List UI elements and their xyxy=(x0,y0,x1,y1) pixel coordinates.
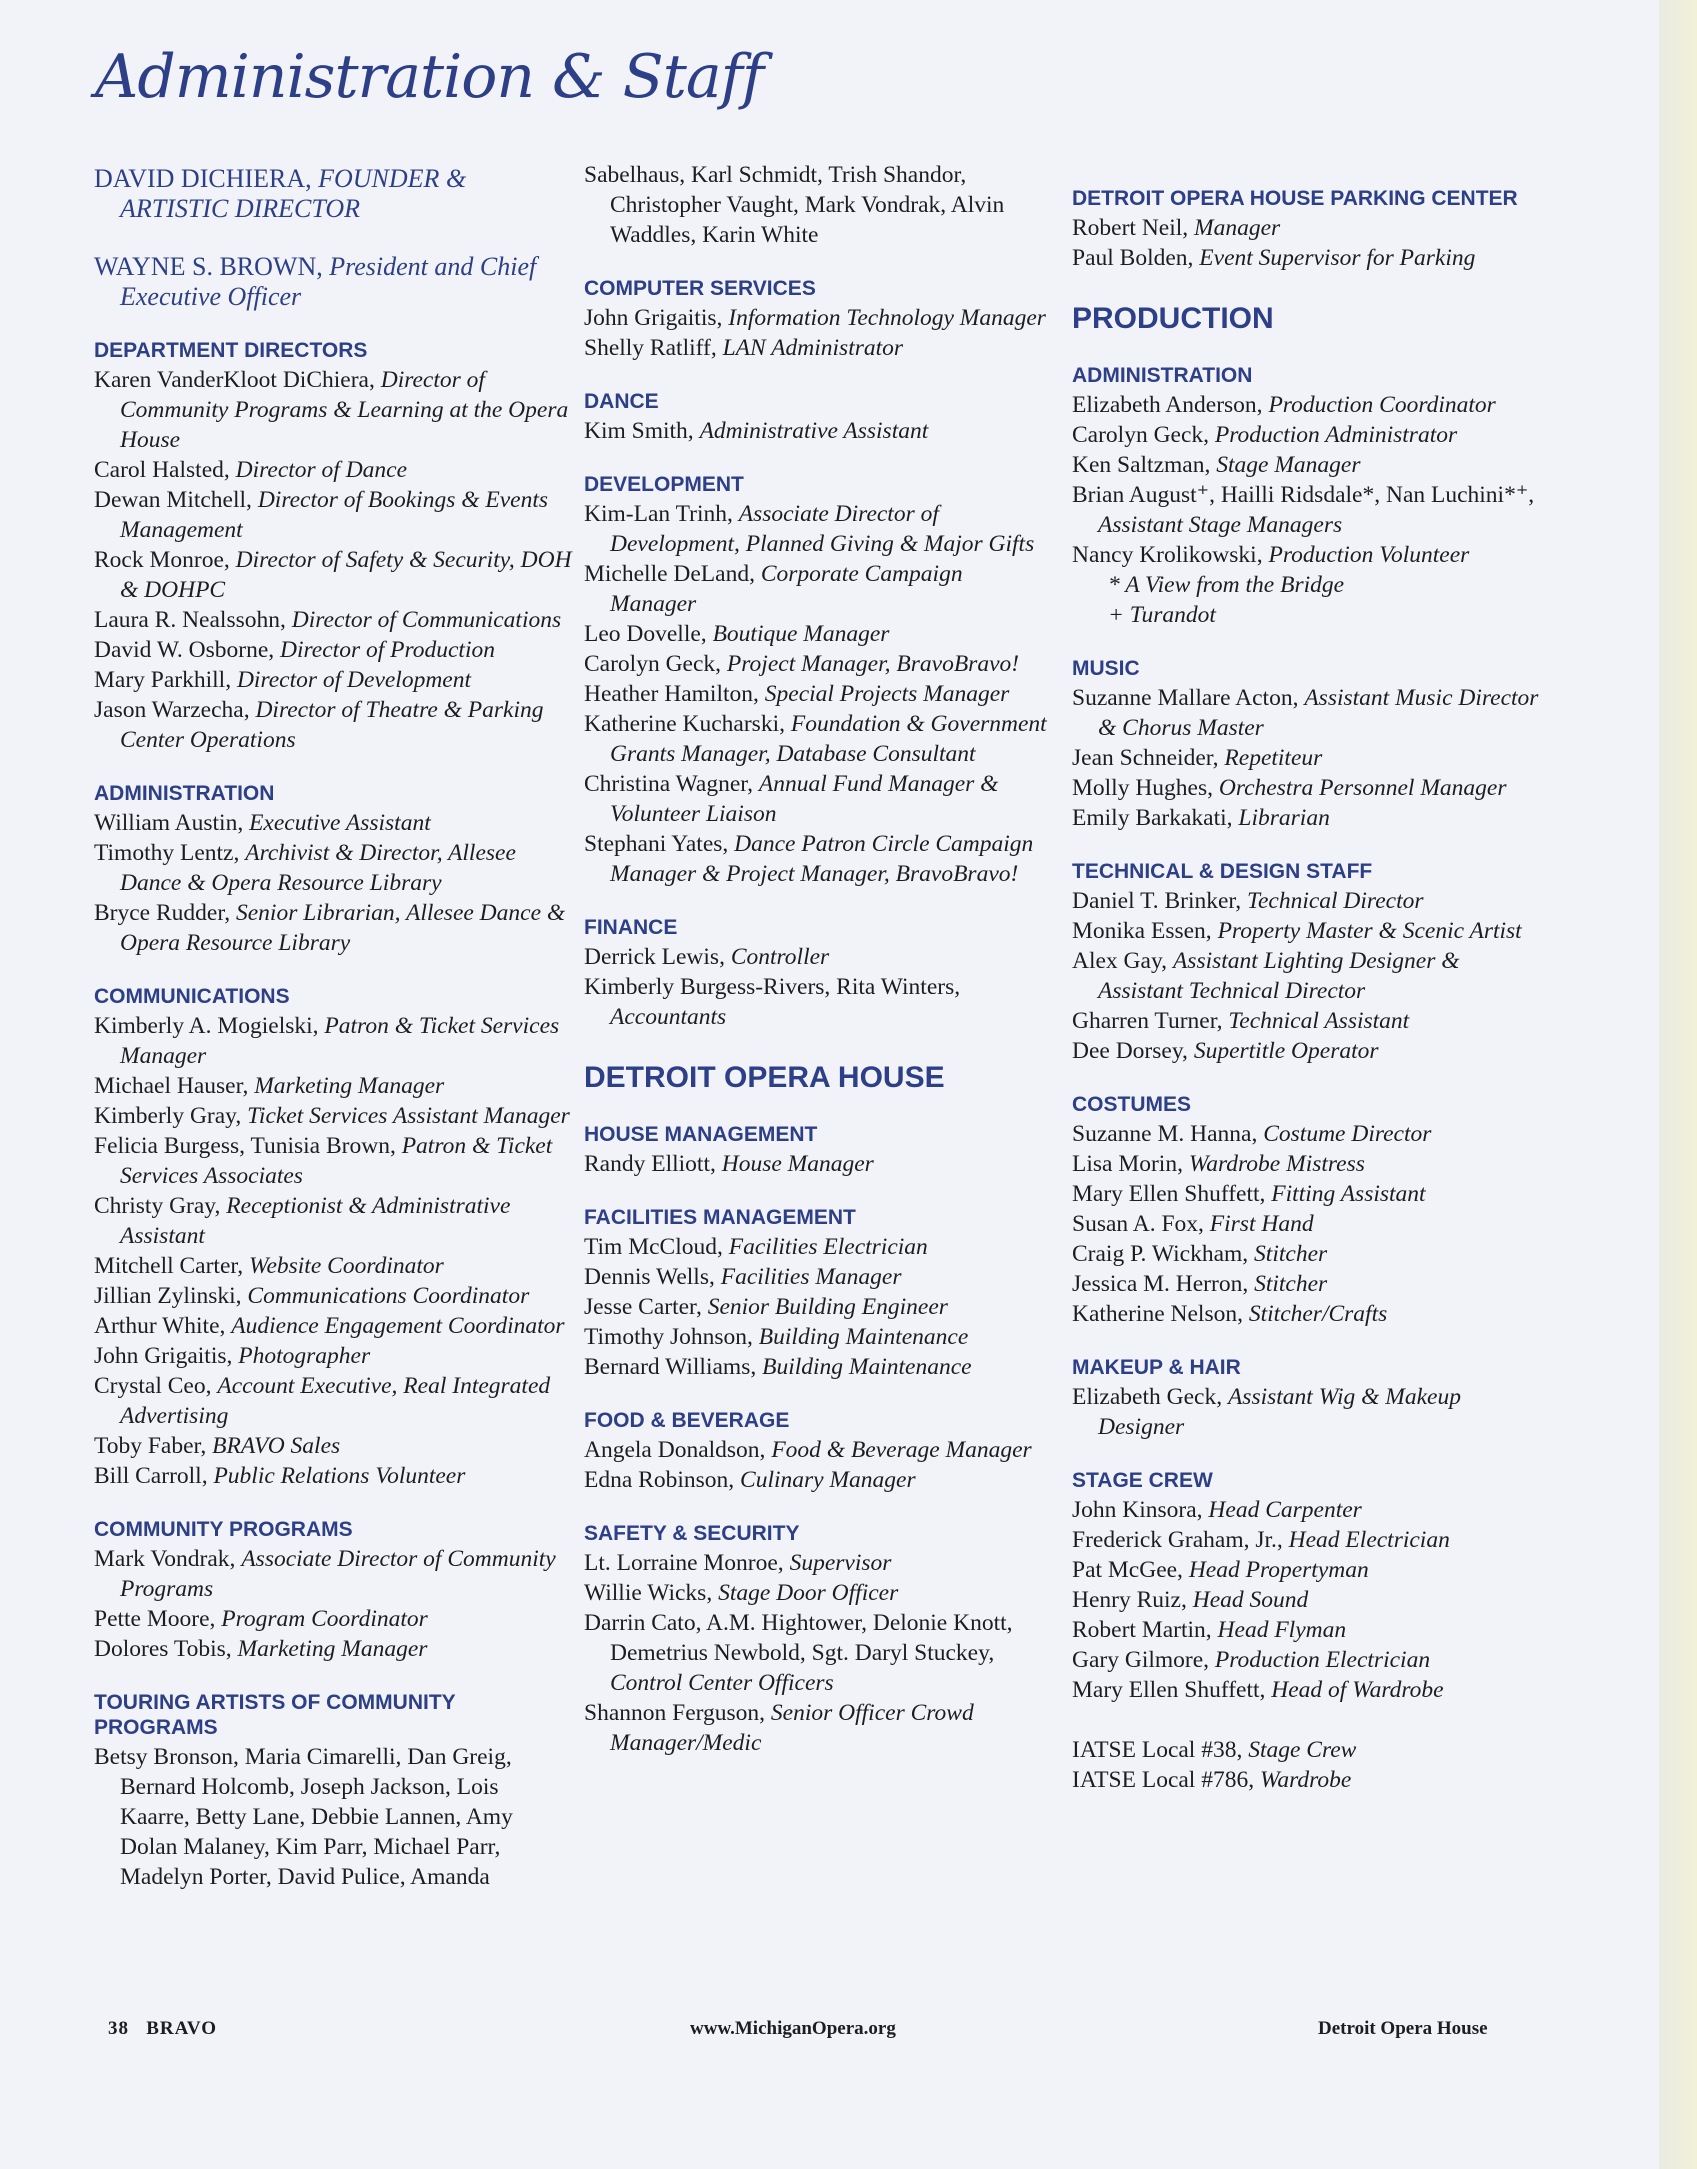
staff-role: Production Volunteer xyxy=(1268,542,1470,568)
staff-entry xyxy=(1072,1209,1547,1239)
staff-entry xyxy=(94,838,574,898)
staff-role: Production Coordinator xyxy=(1268,392,1496,418)
staff-entry xyxy=(1072,1006,1547,1036)
staff-entry xyxy=(584,303,1054,333)
staff-role: Executive Assistant xyxy=(249,810,431,836)
staff-entry xyxy=(584,1292,1054,1322)
staff-entry xyxy=(584,829,1054,889)
staff-entry xyxy=(94,1634,574,1664)
staff-role: Director of Theatre & Parking Center Operations xyxy=(120,697,544,753)
staff-name: Gharren Turner, xyxy=(1072,1008,1223,1034)
footer-page-label: 38 BRAVO xyxy=(108,2018,218,2039)
staff-name: Jason Warzecha, xyxy=(94,697,250,723)
section-heading: MUSIC xyxy=(1072,657,1140,680)
staff-name: Mitchell Carter, xyxy=(94,1253,244,1279)
staff-name: Betsy Bronson, Maria Cimarelli, Dan Greig, Bernard Holcomb, Joseph Jackson, Lois Kaarre, Betty Lane, Debbie Lannen, Amy Dolan Malaney, Kim Parr, Michael Parr, Madelyn Porter, David Pulice, Amanda xyxy=(94,1744,513,1890)
staff-name: Laura R. Nealssohn, xyxy=(94,607,286,633)
staff-name: Toby Faber, xyxy=(94,1433,207,1459)
staff-name: Emily Barkakati, xyxy=(1072,805,1233,831)
section-heading: MAKEUP & HAIR xyxy=(1072,1356,1241,1379)
staff-role: Director of Dance xyxy=(235,457,408,483)
section-heading: TOURING ARTISTS OF COMMUNITY PROGRAMS xyxy=(94,1691,456,1739)
staff-role: Technical Director xyxy=(1247,888,1424,914)
staff-entry xyxy=(1072,1119,1547,1149)
staff-name: Dewan Mitchell, xyxy=(94,487,252,513)
staff-role: Assistant Lighting Designer & Assistant Technical Director xyxy=(1098,948,1460,1004)
section-heading: STAGE CREW xyxy=(1072,1469,1213,1492)
staff-entry xyxy=(1072,1495,1547,1525)
staff-role: Marketing Manager xyxy=(237,1636,428,1662)
staff-entry xyxy=(1072,420,1547,450)
staff-role: Facilities Manager xyxy=(720,1264,902,1290)
staff-role: Food & Beverage Manager xyxy=(771,1437,1032,1463)
staff-entry xyxy=(1072,450,1547,480)
staff-name: Robert Neil, xyxy=(1072,215,1189,241)
staff-entry xyxy=(1072,1645,1547,1675)
section-heading: FINANCE xyxy=(584,916,678,939)
staff-name: Carolyn Geck, xyxy=(584,651,722,677)
staff-role: House Manager xyxy=(721,1151,874,1177)
staff-name: Mary Ellen Shuffett, xyxy=(1072,1181,1266,1207)
section-heading: COMMUNICATIONS xyxy=(94,985,290,1008)
staff-name: Derrick Lewis, xyxy=(584,944,725,970)
staff-entry xyxy=(94,808,574,838)
staff-name: DAVID DICHIERA, xyxy=(94,164,312,193)
section-heading: TECHNICAL & DESIGN STAFF xyxy=(1072,860,1373,883)
staff-entry xyxy=(1072,1269,1547,1299)
staff-name: Alex Gay, xyxy=(1072,948,1168,974)
staff-entry xyxy=(94,1071,574,1101)
staff-entry xyxy=(94,1431,574,1461)
staff-name: Mary Parkhill, xyxy=(94,667,232,693)
staff-name: Rock Monroe, xyxy=(94,547,230,573)
staff-name: Sabelhaus, Karl Schmidt, Trish Shandor, Christopher Vaught, Mark Vondrak, Alvin Waddles, Karin White xyxy=(584,162,1005,248)
staff-entry xyxy=(1072,1585,1547,1615)
staff-name: Michael Hauser, xyxy=(94,1073,249,1099)
staff-name: Nancy Krolikowski, xyxy=(1072,542,1263,568)
staff-role: Director of Communications xyxy=(291,607,562,633)
staff-name: Elizabeth Anderson, xyxy=(1072,392,1263,418)
staff-entry xyxy=(584,416,1054,446)
staff-role: Stage Crew xyxy=(1248,1737,1357,1763)
staff-name: Willie Wicks, xyxy=(584,1580,713,1606)
staff-name: Carolyn Geck, xyxy=(1072,422,1210,448)
staff-name: Shannon Ferguson, xyxy=(584,1700,766,1726)
section-heading: ADMINISTRATION xyxy=(1072,364,1253,387)
staff-role: Head Sound xyxy=(1192,1587,1309,1613)
staff-name: David W. Osborne, xyxy=(94,637,275,663)
staff-entry xyxy=(94,1251,574,1281)
staff-entry xyxy=(1072,916,1547,946)
staff-entry xyxy=(94,365,574,455)
staff-role: Stitcher/Crafts xyxy=(1248,1301,1388,1327)
staff-entry xyxy=(584,559,1054,619)
section-heading: DEVELOPMENT xyxy=(584,473,744,496)
staff-name: IATSE Local #786, xyxy=(1072,1767,1255,1793)
staff-role: Stage Manager xyxy=(1216,452,1361,478)
staff-entry xyxy=(584,649,1054,679)
staff-role: Boutique Manager xyxy=(712,621,890,647)
staff-entry xyxy=(94,665,574,695)
staff-role: Program Coordinator xyxy=(221,1606,428,1632)
leader-entry-text xyxy=(94,164,574,224)
staff-entry xyxy=(1072,683,1547,743)
staff-name: Heather Hamilton, xyxy=(584,681,759,707)
staff-name: Darrin Cato, A.M. Hightower, Delonie Knott, Demetrius Newbold, Sgt. Daryl Stuckey, xyxy=(584,1610,1013,1666)
staff-name: Craig P. Wickham, xyxy=(1072,1241,1249,1267)
staff-entry xyxy=(94,1604,574,1634)
staff-role: Associate Director of Development, Planned Giving & Major Gifts xyxy=(610,501,1035,557)
section-heading: FOOD & BEVERAGE xyxy=(584,1409,790,1432)
staff-name: Dolores Tobis, xyxy=(94,1636,232,1662)
staff-entry xyxy=(94,1281,574,1311)
staff-entry xyxy=(94,485,574,545)
staff-entry xyxy=(94,898,574,958)
staff-entry xyxy=(1072,243,1547,273)
staff-name: Tim McCloud, xyxy=(584,1234,723,1260)
staff-role: LAN Administrator xyxy=(722,335,904,361)
staff-entry xyxy=(1072,1675,1547,1705)
staff-role: Receptionist & Administrative Assistant xyxy=(120,1193,511,1249)
staff-entry xyxy=(584,1698,1054,1758)
staff-name: Mark Vondrak, xyxy=(94,1546,236,1572)
staff-name: Kim Smith, xyxy=(584,418,694,444)
section-heading: DANCE xyxy=(584,390,659,413)
staff-entry xyxy=(1072,1149,1547,1179)
staff-role: Event Supervisor for Parking xyxy=(1199,245,1476,271)
staff-role: Communications Coordinator xyxy=(247,1283,530,1309)
staff-name: Jean Schneider, xyxy=(1072,745,1219,771)
staff-role: Account Executive, Real Integrated Advertising xyxy=(120,1373,551,1429)
staff-name: Timothy Lentz, xyxy=(94,840,240,866)
staff-entry xyxy=(1072,1615,1547,1645)
page-title: Administration & Staff xyxy=(95,42,764,112)
production-note: + Turandot xyxy=(1108,602,1216,628)
staff-role: Control Center Officers xyxy=(610,1670,834,1696)
staff-role: Assistant Stage Managers xyxy=(1098,512,1343,538)
staff-entry xyxy=(94,1101,574,1131)
staff-entry xyxy=(1072,213,1547,243)
staff-role: Repetiteur xyxy=(1224,745,1323,771)
staff-entry xyxy=(584,942,1054,972)
staff-entry xyxy=(94,455,574,485)
staff-role: Senior Librarian, Allesee Dance & Opera Resource Library xyxy=(120,900,566,956)
staff-entry xyxy=(94,695,574,755)
staff-role: Director of Community Programs & Learning at the Opera House xyxy=(120,367,569,453)
staff-entry xyxy=(584,160,1054,250)
staff-entry xyxy=(1072,1179,1547,1209)
staff-name: Lisa Morin, xyxy=(1072,1151,1183,1177)
staff-entry xyxy=(584,1465,1054,1495)
staff-role: Stage Door Officer xyxy=(718,1580,899,1606)
staff-name: Randy Elliott, xyxy=(584,1151,716,1177)
staff-role: Wardrobe Mistress xyxy=(1188,1151,1365,1177)
staff-entry xyxy=(584,1608,1054,1698)
staff-name: Felicia Burgess, Tunisia Brown, xyxy=(94,1133,396,1159)
staff-name: Kimberly Burgess-Rivers, Rita Winters, xyxy=(584,974,961,1000)
staff-name: William Austin, xyxy=(94,810,244,836)
staff-role: Director of Safety & Security, DOH & DOHPC xyxy=(120,547,572,603)
staff-role: Patron & Ticket Services Associates xyxy=(120,1133,553,1189)
staff-entry xyxy=(94,635,574,665)
section-heading: HOUSE MANAGEMENT xyxy=(584,1123,818,1146)
footer-venue: Detroit Opera House xyxy=(1318,2018,1488,2039)
staff-role: Special Projects Manager xyxy=(764,681,1010,707)
staff-entry xyxy=(94,1544,574,1604)
staff-entry xyxy=(584,679,1054,709)
staff-name: Christy Gray, xyxy=(94,1193,221,1219)
staff-name: Henry Ruiz, xyxy=(1072,1587,1187,1613)
staff-name: Kim-Lan Trinh, xyxy=(584,501,733,527)
staff-role: Assistant Wig & Makeup Designer xyxy=(1098,1384,1461,1440)
staff-role: Website Coordinator xyxy=(249,1253,444,1279)
section-heading: DEPARTMENT DIRECTORS xyxy=(94,339,368,362)
staff-role: Annual Fund Manager & Volunteer Liaison xyxy=(610,771,999,827)
staff-role: Building Maintenance xyxy=(758,1324,969,1350)
column-3 xyxy=(1072,160,1547,1795)
staff-name: Molly Hughes, xyxy=(1072,775,1213,801)
leader-entry-text xyxy=(94,252,574,312)
staff-name: Jessica M. Herron, xyxy=(1072,1271,1249,1297)
column-1 xyxy=(94,160,574,1892)
staff-entry xyxy=(1072,480,1547,540)
staff-name: Arthur White, xyxy=(94,1313,226,1339)
section-heading: ADMINISTRATION xyxy=(94,782,275,805)
staff-role: Supertitle Operator xyxy=(1193,1038,1379,1064)
staff-entry xyxy=(1072,1036,1547,1066)
staff-role: Head Flyman xyxy=(1217,1617,1347,1643)
staff-role: Technical Assistant xyxy=(1228,1008,1410,1034)
staff-name: John Grigaitis, xyxy=(94,1343,233,1369)
staff-name: Daniel T. Brinker, xyxy=(1072,888,1242,914)
staff-name: Suzanne M. Hanna, xyxy=(1072,1121,1258,1147)
staff-role: Head of Wardrobe xyxy=(1271,1677,1444,1703)
staff-role: Patron & Ticket Services Manager xyxy=(120,1013,560,1069)
staff-name: Shelly Ratliff, xyxy=(584,335,717,361)
major-heading: DETROIT OPERA HOUSE xyxy=(584,1061,945,1094)
staff-name: Suzanne Mallare Acton, xyxy=(1072,685,1299,711)
staff-name: Karen VanderKloot DiChiera, xyxy=(94,367,375,393)
staff-role: Controller xyxy=(730,944,830,970)
staff-entry xyxy=(584,1352,1054,1382)
staff-name: Jesse Carter, xyxy=(584,1294,702,1320)
staff-name: Dee Dorsey, xyxy=(1072,1038,1188,1064)
staff-entry xyxy=(584,1262,1054,1292)
staff-role: Production Administrator xyxy=(1214,422,1458,448)
staff-name: Kimberly A. Mogielski, xyxy=(94,1013,319,1039)
staff-role: Audience Engagement Coordinator xyxy=(231,1313,565,1339)
staff-entry xyxy=(584,619,1054,649)
staff-name: Stephani Yates, xyxy=(584,831,729,857)
staff-name: Jillian Zylinski, xyxy=(94,1283,242,1309)
staff-role: President and Chief Executive Officer xyxy=(120,252,537,311)
staff-entry xyxy=(94,1742,574,1892)
staff-role: Wardrobe xyxy=(1259,1767,1352,1793)
leader-entry xyxy=(94,252,574,312)
staff-entry xyxy=(94,1131,574,1191)
staff-role: Information Technology Manager xyxy=(728,305,1046,331)
staff-name: Bernard Williams, xyxy=(584,1354,757,1380)
section-heading: FACILITIES MANAGEMENT xyxy=(584,1206,856,1229)
staff-role: Facilities Electrician xyxy=(728,1234,928,1260)
section-heading: DETROIT OPERA HOUSE PARKING CENTER xyxy=(1072,187,1518,210)
staff-role: Associate Director of Community Programs xyxy=(120,1546,556,1602)
staff-entry xyxy=(1072,390,1547,420)
staff-role: Dance Patron Circle Campaign Manager & Project Manager, BravoBravo! xyxy=(610,831,1034,887)
staff-name: Carol Halsted, xyxy=(94,457,230,483)
staff-entry xyxy=(1072,1735,1547,1765)
section-heading: SAFETY & SECURITY xyxy=(584,1522,800,1545)
staff-entry xyxy=(1072,1555,1547,1585)
staff-role: Project Manager, BravoBravo! xyxy=(726,651,1020,677)
staff-role: Stitcher xyxy=(1254,1241,1328,1267)
staff-role: Senior Officer Crowd Manager/Medic xyxy=(610,1700,974,1756)
staff-name: Ken Saltzman, xyxy=(1072,452,1211,478)
staff-role: FOUNDER & ARTISTIC DIRECTOR xyxy=(120,164,467,223)
staff-entry xyxy=(1072,886,1547,916)
spacer xyxy=(1072,1705,1547,1735)
staff-entry xyxy=(94,545,574,605)
staff-name: Susan A. Fox, xyxy=(1072,1211,1204,1237)
staff-entry xyxy=(584,333,1054,363)
staff-name: Angela Donaldson, xyxy=(584,1437,766,1463)
staff-name: Edna Robinson, xyxy=(584,1467,735,1493)
staff-entry xyxy=(584,1149,1054,1179)
staff-name: Pette Moore, xyxy=(94,1606,216,1632)
staff-role: Senior Building Engineer xyxy=(707,1294,948,1320)
staff-role: Manager xyxy=(1194,215,1281,241)
staff-role: Corporate Campaign Manager xyxy=(610,561,963,617)
staff-entry xyxy=(1072,540,1547,570)
staff-role: Marketing Manager xyxy=(254,1073,445,1099)
section-heading: COMMUNITY PROGRAMS xyxy=(94,1518,353,1541)
staff-role: Property Master & Scenic Artist xyxy=(1217,918,1522,944)
staff-name: John Kinsora, xyxy=(1072,1497,1203,1523)
staff-entry xyxy=(94,1461,574,1491)
staff-role: Production Electrician xyxy=(1214,1647,1431,1673)
staff-entry xyxy=(584,499,1054,559)
staff-name: Timothy Johnson, xyxy=(584,1324,753,1350)
staff-entry xyxy=(584,1322,1054,1352)
staff-name: Kimberly Gray, xyxy=(94,1103,242,1129)
staff-name: IATSE Local #38, xyxy=(1072,1737,1243,1763)
staff-entry xyxy=(94,1191,574,1251)
section-heading: COMPUTER SERVICES xyxy=(584,277,816,300)
staff-role: Stitcher xyxy=(1254,1271,1328,1297)
staff-name: Bryce Rudder, xyxy=(94,900,231,926)
staff-entry xyxy=(1072,1239,1547,1269)
staff-name: Gary Gilmore, xyxy=(1072,1647,1210,1673)
staff-name: Michelle DeLand, xyxy=(584,561,755,587)
staff-entry xyxy=(584,972,1054,1032)
staff-name: Mary Ellen Shuffett, xyxy=(1072,1677,1266,1703)
staff-role: Administrative Assistant xyxy=(699,418,929,444)
staff-name: Frederick Graham, Jr., xyxy=(1072,1527,1283,1553)
section-heading: COSTUMES xyxy=(1072,1093,1192,1116)
staff-entry xyxy=(584,769,1054,829)
staff-role: BRAVO Sales xyxy=(212,1433,341,1459)
staff-role: Fitting Assistant xyxy=(1271,1181,1426,1207)
staff-role: Director of Bookings & Events Management xyxy=(120,487,549,543)
staff-entry xyxy=(1072,803,1547,833)
production-note: * A View from the Bridge xyxy=(1108,572,1345,598)
staff-entry xyxy=(94,1341,574,1371)
staff-entry xyxy=(584,1578,1054,1608)
footer-website: www.MichiganOpera.org xyxy=(690,2018,896,2039)
staff-entry xyxy=(94,1311,574,1341)
staff-name: Elizabeth Geck, xyxy=(1072,1384,1223,1410)
staff-name: WAYNE S. BROWN, xyxy=(94,252,323,281)
staff-role: Archivist & Director, Allesee Dance & Opera Resource Library xyxy=(120,840,516,896)
staff-role: First Hand xyxy=(1209,1211,1314,1237)
staff-role: Head Propertyman xyxy=(1188,1557,1369,1583)
staff-role: Culinary Manager xyxy=(740,1467,916,1493)
staff-role: Photographer xyxy=(238,1343,371,1369)
staff-name: Leo Dovelle, xyxy=(584,621,707,647)
staff-name: Katherine Nelson, xyxy=(1072,1301,1243,1327)
staff-entry xyxy=(584,1548,1054,1578)
staff-entry xyxy=(1072,743,1547,773)
leader-entry xyxy=(94,164,574,224)
staff-role: Head Electrician xyxy=(1288,1527,1450,1553)
staff-name: Katherine Kucharski, xyxy=(584,711,785,737)
staff-entry xyxy=(1072,1299,1547,1329)
staff-name: Robert Martin, xyxy=(1072,1617,1212,1643)
staff-entry xyxy=(94,1371,574,1431)
staff-name: Crystal Ceo, xyxy=(94,1373,212,1399)
staff-role: Head Carpenter xyxy=(1208,1497,1362,1523)
staff-role: Building Maintenance xyxy=(762,1354,972,1380)
staff-name: Bill Carroll, xyxy=(94,1463,208,1489)
staff-name: Brian August⁺, Hailli Ridsdale*, Nan Luchini*⁺, xyxy=(1072,482,1535,508)
staff-name: Pat McGee, xyxy=(1072,1557,1183,1583)
staff-entry xyxy=(584,1232,1054,1262)
staff-name: Paul Bolden, xyxy=(1072,245,1194,271)
staff-entry xyxy=(584,1435,1054,1465)
staff-name: Dennis Wells, xyxy=(584,1264,715,1290)
column-2 xyxy=(584,160,1054,1758)
staff-role: Accountants xyxy=(610,1004,727,1030)
staff-role: Ticket Services Assistant Manager xyxy=(247,1103,570,1129)
staff-entry xyxy=(1072,1382,1547,1442)
staff-entry xyxy=(584,709,1054,769)
staff-name: Christina Wagner, xyxy=(584,771,754,797)
staff-entry xyxy=(1072,1765,1547,1795)
staff-name: John Grigaitis, xyxy=(584,305,723,331)
major-heading: PRODUCTION xyxy=(1072,302,1274,335)
staff-entry xyxy=(1072,773,1547,803)
staff-entry xyxy=(94,1011,574,1071)
staff-role: Public Relations Volunteer xyxy=(213,1463,466,1489)
staff-role: Orchestra Personnel Manager xyxy=(1218,775,1507,801)
staff-role: Director of Production xyxy=(280,637,495,663)
staff-role: Foundation & Government Grants Manager, Database Consultant xyxy=(610,711,1047,767)
staff-entry xyxy=(1072,1525,1547,1555)
staff-role: Supervisor xyxy=(789,1550,892,1576)
staff-role: Assistant Music Director & Chorus Master xyxy=(1098,685,1539,741)
staff-entry xyxy=(94,605,574,635)
staff-name: Lt. Lorraine Monroe, xyxy=(584,1550,784,1576)
staff-name: Monika Essen, xyxy=(1072,918,1212,944)
staff-role: Librarian xyxy=(1238,805,1330,831)
staff-entry xyxy=(1072,946,1547,1006)
staff-role: Costume Director xyxy=(1263,1121,1432,1147)
staff-role: Director of Development xyxy=(236,667,472,693)
page-edge xyxy=(1659,0,1697,2169)
